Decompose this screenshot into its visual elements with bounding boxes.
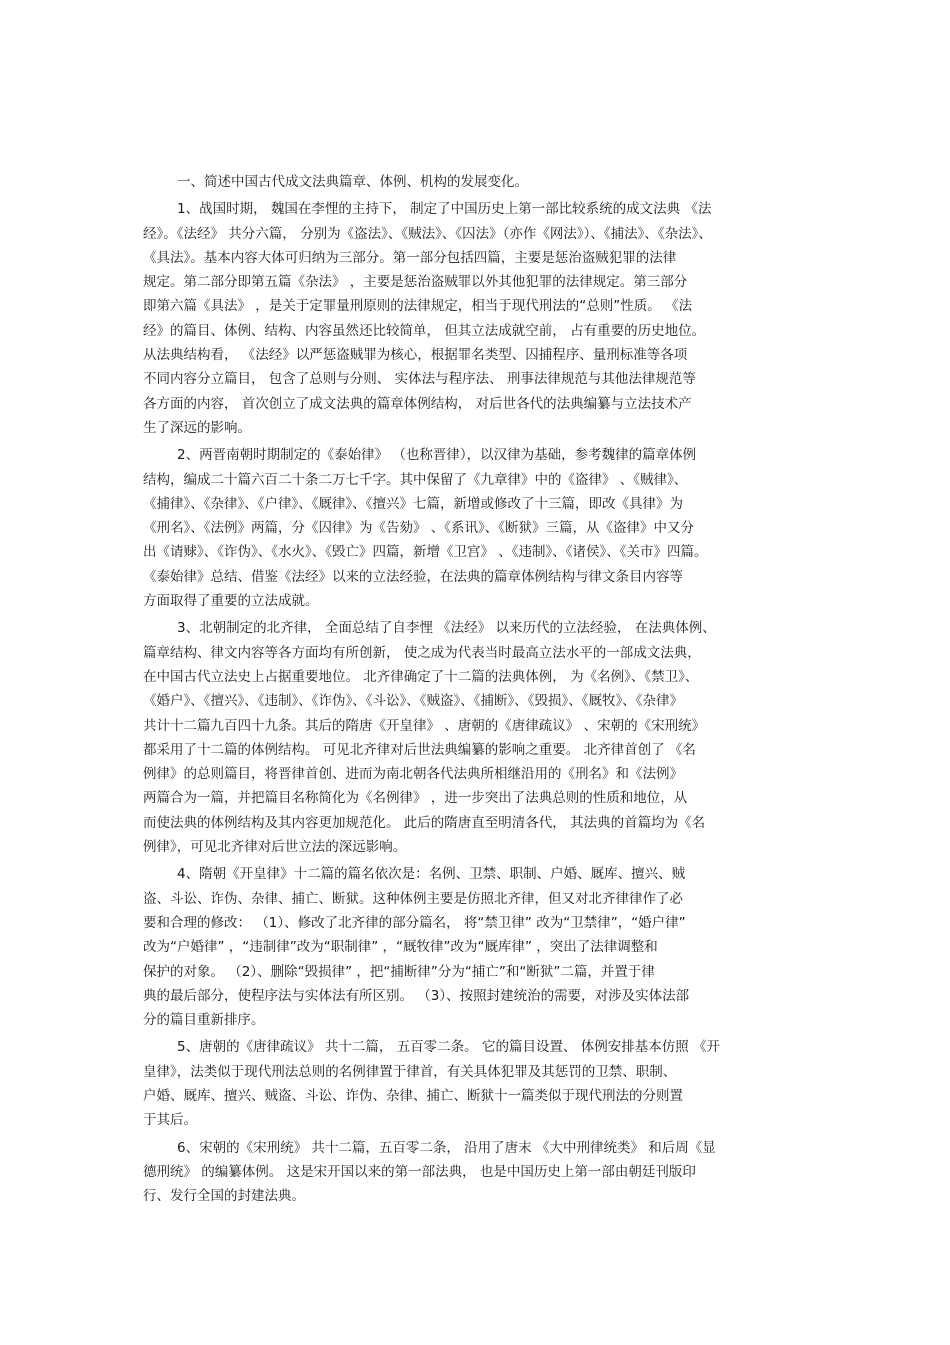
paragraph-line: 改为“户婚律” ，“违制律”改为“职制律” ，“厩牧律”改为“厩库律” ，突出了法律调整和 [143, 939, 658, 956]
paragraph-line: 皇律》，法类似于现代刑法总则的名例律置于律首，有关具体犯罪及其惩罚的卫禁、职制、 [143, 1063, 677, 1080]
paragraph-line: 要和合理的修改： （1）、修改了北齐律的部分篇名， 将“禁卫律” 改为“卫禁律”，“婚户律” [143, 914, 686, 931]
paragraph [143, 1136, 813, 1209]
section-heading: 一、简述中国古代成文法典篇章、体例、机构的发展变化。 [177, 174, 528, 190]
paragraph-line: 1、战国时期， 魏国在李悝的主持下， 制定了中国历史上第一部比较系统的成文法典 《法 [177, 201, 712, 218]
paragraph-line: 《婚户》、《擅兴》、《违制》、《诈伪》、《斗讼》、《贼盗》、《捕断》、《毁损》、《厩牧》、《杂律》 [143, 693, 683, 710]
document-body [143, 170, 813, 1211]
paragraph-line: 各方面的内容， 首次创立了成文法典的篇章体例结构， 对后世各代的法典编纂与立法技术产 [143, 395, 692, 412]
paragraph-line: 6、宋朝的《宋刑统》 共十二篇，五百零二条， 沿用了唐末 《大中刑律统类》 和后周《显 [177, 1139, 716, 1156]
paragraph-line: 结构，编成二十篇六百二十条二万七千字。其中保留了《九章律》中的《盗律》 、《贼律》、 [143, 471, 688, 488]
paragraph-line: 而使法典的体例结构及其内容更加规范化。 此后的隋唐直至明清各代， 其法典的首篇均为《名 [143, 814, 706, 831]
paragraph [143, 443, 813, 613]
paragraph-line: 经》的篇目、体例、结构、内容虽然还比较简单， 但其立法成就空前， 占有重要的历史地位。 [143, 322, 706, 339]
paragraph-line: 5、唐朝的《唐律疏议》 共十二篇， 五百零二条。 它的篇目设置、 体例安排基本仿照 《开 [177, 1039, 721, 1056]
paragraph-line: 例律》，可见北齐律对后世立法的深远影响。 [143, 839, 407, 856]
paragraph-line: 分的篇目重新排序。 [143, 1012, 265, 1029]
paragraph-line: 2、两晋南朝时期制定的《泰始律》 （也称晋律），以汉律为基础，参考魏律的篇章体例 [177, 447, 697, 464]
paragraph-line: 保护的对象。 （2）、删除“毁损律” ，把“捕断律”分为“捕亡”和“断狱”二篇，并置于律 [143, 963, 655, 980]
paragraph-line: 篇章结构、律文内容等各方面均有所创新， 使之成为代表当时最高立法水平的一部成文法典， [143, 644, 701, 661]
paragraph-line: 《捕律》、《杂律》、《户律》、《厩律》、《擅兴》七篇，新增或修改了十三篇，即改《具律》为 [143, 495, 683, 512]
paragraph-line: 行、发行全国的封建法典。 [143, 1188, 305, 1205]
paragraph-line: 不同内容分立篇目， 包含了总则与分则、 实体法与程序法、 刑事法律规范与其他法律规范等 [143, 371, 696, 388]
paragraph-line: 典的最后部分，使程序法与实体法有所区别。 （3）、按照封建统治的需要，对涉及实体法部 [143, 987, 690, 1004]
paragraph-line: 例律》的总则篇目，将晋律首创、进而为南北朝各代法典所相继沿用的《刑名》和《法例》 [143, 766, 683, 783]
paragraph [143, 1035, 813, 1132]
paragraph-line: 3、北朝制定的北齐律， 全面总结了自李悝 《法经》 以来历代的立法经验， 在法典体例、 [177, 620, 716, 637]
paragraph-line: 户婚、厩库、擅兴、贼盗、斗讼、诈伪、杂律、捕亡、断狱十一篇类似于现代刑法的分则置 [143, 1087, 683, 1104]
paragraph-line: 经》。《法经》 共分六篇， 分别为《盗法》、《贼法》、《囚法》（亦作《网法》）、《捕法》、《杂法》、 [143, 225, 712, 242]
paragraph-line: 生了深远的影响。 [143, 419, 251, 436]
paragraph-line: 规定。第二部分即第五篇《杂法》 ，主要是惩治盗贼罪以外其他犯罪的法律规定。第三部分 [143, 274, 688, 291]
paragraph-line: 两篇合为一篇，并把篇目名称简化为《名例律》 ，进一步突出了法典总则的性质和地位，从 [143, 790, 688, 807]
paragraph-list [143, 197, 813, 1211]
paragraph-line: 《刑名》、《法例》两篇，分《囚律》为《告劾》 、《系讯》、《断狱》三篇，从《盗律》中又分 [143, 520, 695, 537]
paragraph-line: 在中国古代立法史上占据重要地位。 北齐律确定了十二篇的法典体例， 为《名例》、《禁卫》、 [143, 668, 699, 685]
paragraph-line: 盗、斗讼、诈伪、杂律、捕亡、断狱。这种体例主要是仿照北齐律，但又对北齐律律作了必 [143, 890, 683, 907]
paragraph-line: 从法典结构看， 《法经》以严惩盗贼罪为核心，根据罪名类型、囚捕程序、量刑标准等各项 [143, 347, 688, 364]
paragraph-line: 共计十二篇九百四十九条。其后的隋唐《开皇律》 、唐朝的《唐律疏议》 、宋朝的《宋刑统》 [143, 717, 706, 734]
paragraph-line: 于其后。 [143, 1112, 197, 1129]
paragraph-line: 德刑统》 的编纂体例。 这是宋开国以来的第一部法典， 也是中国历史上第一部由朝廷刊版印 [143, 1163, 696, 1180]
paragraph-line: 《泰始律》总结、借鉴《法经》以来的立法经验，在法典的篇章体例结构与律文条目内容等 [143, 568, 683, 585]
paragraph-line: 即第六篇《具法》 ，是关于定罪量刑原则的法律规定，相当于现代刑法的“总则”性质。 《法 [143, 298, 693, 315]
paragraph-line: 4、隋朝《开皇律》十二篇的篇名依次是：名例、卫禁、职制、户婚、厩库、擅兴、贼 [177, 866, 686, 883]
paragraph-line: 《具法》。基本内容大体可归纳为三部分。第一部分包括四篇，主要是惩治盗贼犯罪的法律 [143, 249, 677, 266]
paragraph-line: 都采用了十二篇的体例结构。 可见北齐律对后世法典编纂的影响之重要。 北齐律首创了 《名 [143, 741, 696, 758]
paragraph-line: 出《请赇》、《诈伪》、《水火》、《毁亡》四篇，新增《卫宫》 、《违制》、《诸侯》、《关市》四篇。 [143, 544, 708, 561]
paragraph [143, 616, 813, 859]
paragraph-line: 方面取得了重要的立法成就。 [143, 593, 319, 610]
paragraph [143, 197, 813, 440]
paragraph [143, 862, 813, 1032]
